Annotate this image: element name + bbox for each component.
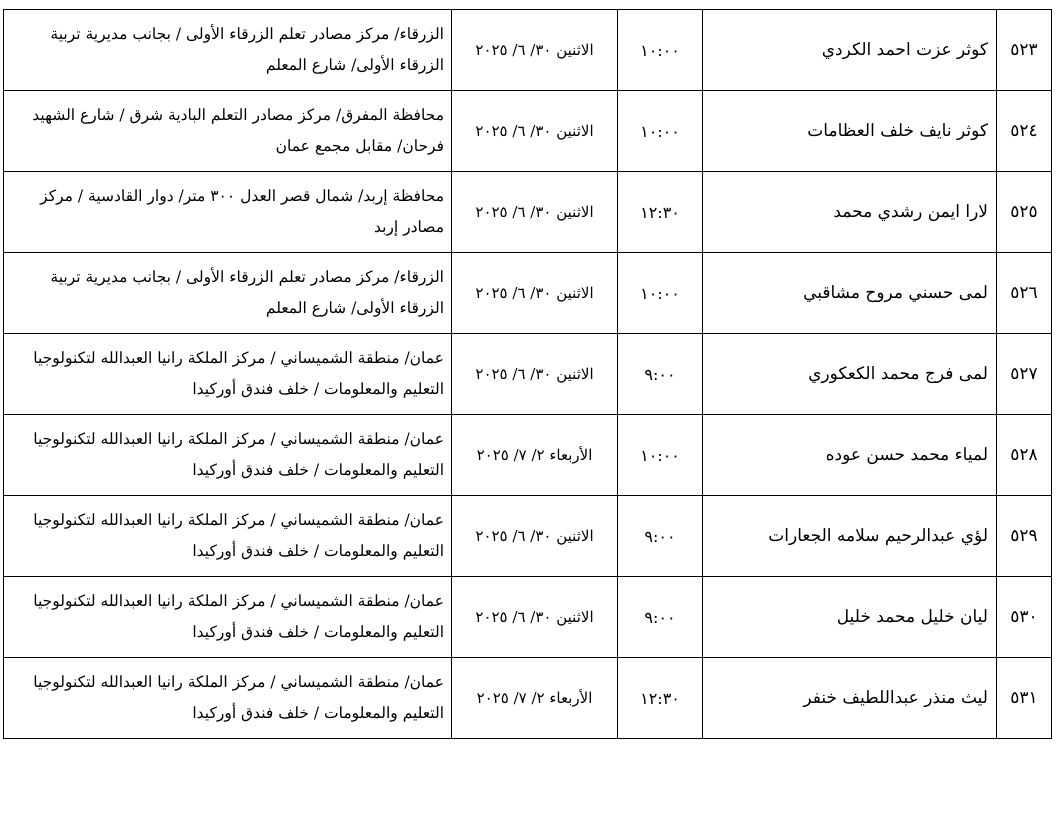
student-name: ليان خليل محمد خليل: [703, 577, 997, 658]
exam-location: محافظة المفرق/ مركز مصادر التعلم البادية شرق / شارع الشهيد فرحان/ مقابل مجمع عمان: [4, 91, 452, 172]
exam-time: ١٠:٠٠: [618, 91, 703, 172]
exam-date: الاثنين ٣٠/ ٦/ ٢٠٢٥: [452, 253, 618, 334]
exam-date: الاثنين ٣٠/ ٦/ ٢٠٢٥: [452, 10, 618, 91]
row-number: ٥٢٥: [997, 172, 1052, 253]
exam-location: عمان/ منطقة الشميساني / مركز الملكة رانيا العبدالله لتكنولوجيا التعليم والمعلومات / خلف فندق أوركيدا: [4, 415, 452, 496]
row-number: ٥٣٠: [997, 577, 1052, 658]
row-number: ٥٣١: [997, 658, 1052, 739]
table-row: [4, 172, 1052, 253]
student-name: لؤي عبدالرحيم سلامه الجعارات: [703, 496, 997, 577]
exam-time: ١٢:٣٠: [618, 172, 703, 253]
exam-time: ١٢:٣٠: [618, 658, 703, 739]
row-number: ٥٢٩: [997, 496, 1052, 577]
exam-location: عمان/ منطقة الشميساني / مركز الملكة رانيا العبدالله لتكنولوجيا التعليم والمعلومات / خلف فندق أوركيدا: [4, 658, 452, 739]
exam-date: الأربعاء ٢/ ٧/ ٢٠٢٥: [452, 415, 618, 496]
exam-time: ١٠:٠٠: [618, 10, 703, 91]
exam-location: الزرقاء/ مركز مصادر تعلم الزرقاء الأولى / بجانب مديرية تربية الزرقاء الأولى/ شارع المعلم: [4, 10, 452, 91]
exam-location: عمان/ منطقة الشميساني / مركز الملكة رانيا العبدالله لتكنولوجيا التعليم والمعلومات / خلف فندق أوركيدا: [4, 496, 452, 577]
table-row: [4, 658, 1052, 739]
exam-date: الأربعاء ٢/ ٧/ ٢٠٢٥: [452, 658, 618, 739]
schedule-table: [3, 9, 1052, 739]
exam-time: ١٠:٠٠: [618, 253, 703, 334]
exam-date: الاثنين ٣٠/ ٦/ ٢٠٢٥: [452, 496, 618, 577]
exam-time: ٩:٠٠: [618, 334, 703, 415]
exam-location: عمان/ منطقة الشميساني / مركز الملكة رانيا العبدالله لتكنولوجيا التعليم والمعلومات / خلف فندق أوركيدا: [4, 577, 452, 658]
row-number: ٥٢٤: [997, 91, 1052, 172]
exam-date: الاثنين ٣٠/ ٦/ ٢٠٢٥: [452, 91, 618, 172]
exam-time: ١٠:٠٠: [618, 415, 703, 496]
table-row: [4, 334, 1052, 415]
exam-date: الاثنين ٣٠/ ٦/ ٢٠٢٥: [452, 577, 618, 658]
exam-date: الاثنين ٣٠/ ٦/ ٢٠٢٥: [452, 334, 618, 415]
student-name: لارا ايمن رشدي محمد: [703, 172, 997, 253]
exam-location: عمان/ منطقة الشميساني / مركز الملكة رانيا العبدالله لتكنولوجيا التعليم والمعلومات / خلف فندق أوركيدا: [4, 334, 452, 415]
student-name: لمى فرج محمد الكعكوري: [703, 334, 997, 415]
exam-time: ٩:٠٠: [618, 577, 703, 658]
student-name: لمياء محمد حسن عوده: [703, 415, 997, 496]
row-number: ٥٢٨: [997, 415, 1052, 496]
student-name: لمى حسني مروح مشاقبي: [703, 253, 997, 334]
row-number: ٥٢٦: [997, 253, 1052, 334]
table-row: [4, 415, 1052, 496]
exam-location: الزرقاء/ مركز مصادر تعلم الزرقاء الأولى / بجانب مديرية تربية الزرقاء الأولى/ شارع المعلم: [4, 253, 452, 334]
table-row: [4, 577, 1052, 658]
schedule-body: [4, 10, 1052, 739]
student-name: كوثر نايف خلف العظامات: [703, 91, 997, 172]
exam-time: ٩:٠٠: [618, 496, 703, 577]
row-number: ٥٢٣: [997, 10, 1052, 91]
student-name: ليث منذر عبداللطيف خنفر: [703, 658, 997, 739]
table-row: [4, 253, 1052, 334]
table-row: [4, 91, 1052, 172]
exam-date: الاثنين ٣٠/ ٦/ ٢٠٢٥: [452, 172, 618, 253]
student-name: كوثر عزت احمد الكردي: [703, 10, 997, 91]
table-row: [4, 10, 1052, 91]
table-row: [4, 496, 1052, 577]
row-number: ٥٢٧: [997, 334, 1052, 415]
exam-location: محافظة إربد/ شمال قصر العدل ٣٠٠ متر/ دوار القادسية / مركز مصادر إربد: [4, 172, 452, 253]
